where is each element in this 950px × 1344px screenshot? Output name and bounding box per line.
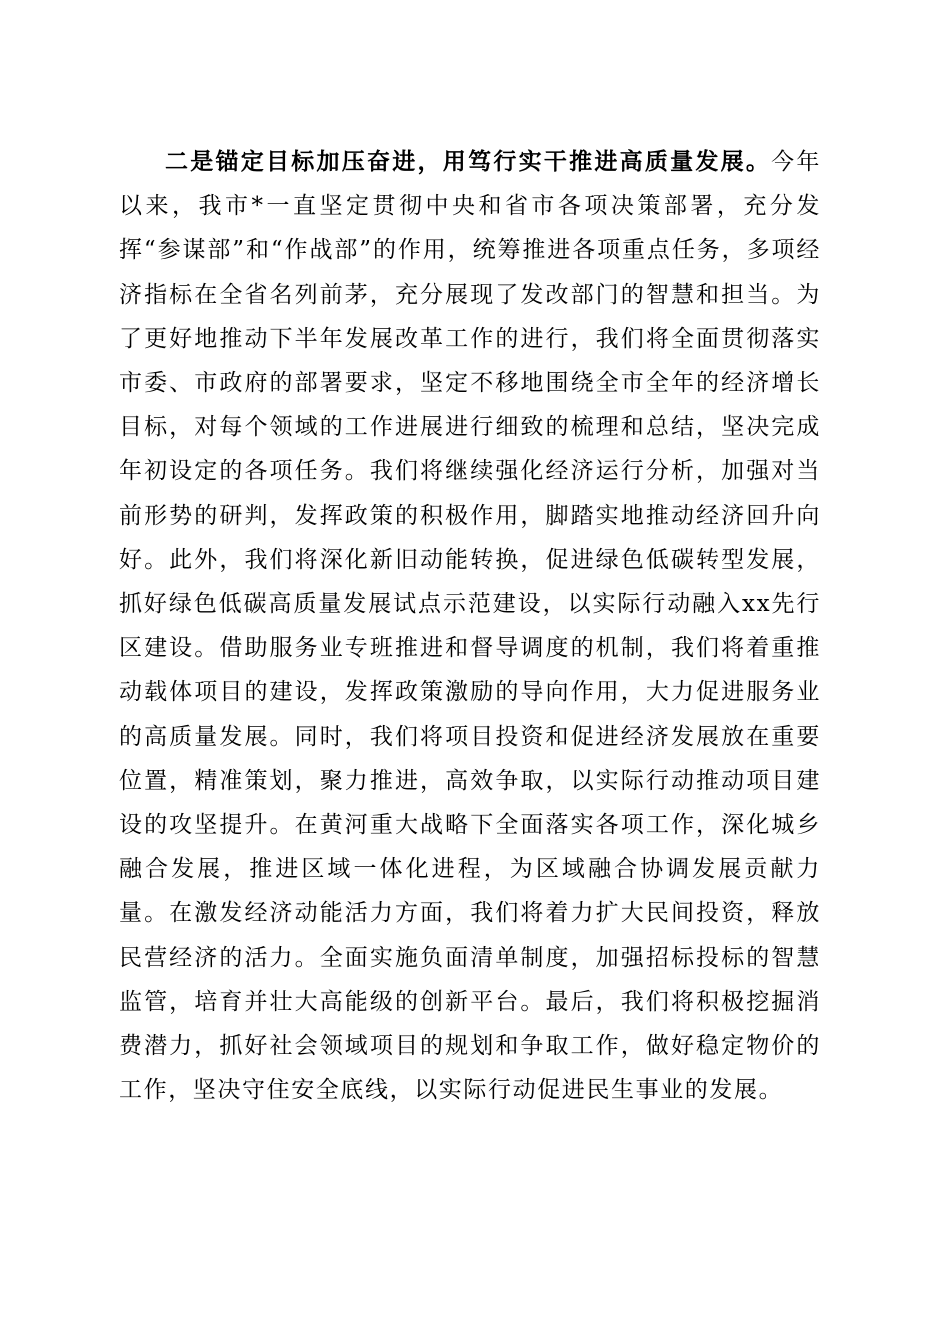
body-paragraph <box>119 140 821 1112</box>
paragraph-lead-sentence: 二是锚定目标加压奋进，用笃行实干推进高质量发展。 <box>165 148 772 175</box>
paragraph-body-text: 今年以来，我市*一直坚定贯彻中央和省市各项决策部署，充分发挥“参谋部”和“作战部”的作用，统筹推进各项重点任务，多项经济指标在全省名列前茅，充分展现了发改部门的智慧和担当。为了更好地推动下半年发展改革工作的进行，我们将全面贯彻落实市委、市政府的部署要求，坚定不移地围绕全市全年的经济增长目标，对每个领域的工作进展进行细致的梳理和总结，坚决完成年初设定的各项任务。我们将继续强化经济运行分析，加强对当前形势的研判，发挥政策的积极作用，脚踏实地推动经济回升向好。此外，我们将深化新旧动能转换，促进绿色低碳转型发展，抓好绿色低碳高质量发展试点示范建设，以实际行动融入xx先行区建设。借助服务业专班推进和督导调度的机制，我们将着重推动载体项目的建设，发挥政策激励的导向作用，大力促进服务业的高质量发展。同时，我们将项目投资和促进经济发展放在重要位置，精准策划，聚力推进，高效争取，以实际行动推动项目建设的攻坚提升。在黄河重大战略下全面落实各项工作，深化城乡融合发展，推进区域一体化进程，为区域融合协调发展贡献力量。在激发经济动能活力方面，我们将着力扩大民间投资，释放民营经济的活力。全面实施负面清单制度，加强招标投标的智慧监管，培育并壮大高能级的创新平台。最后，我们将积极挖掘消费潜力，抓好社会领域项目的规划和争取工作，做好稳定物价的工作，坚决守住安全底线，以实际行动促进民生事业的发展。 <box>119 149 821 1104</box>
